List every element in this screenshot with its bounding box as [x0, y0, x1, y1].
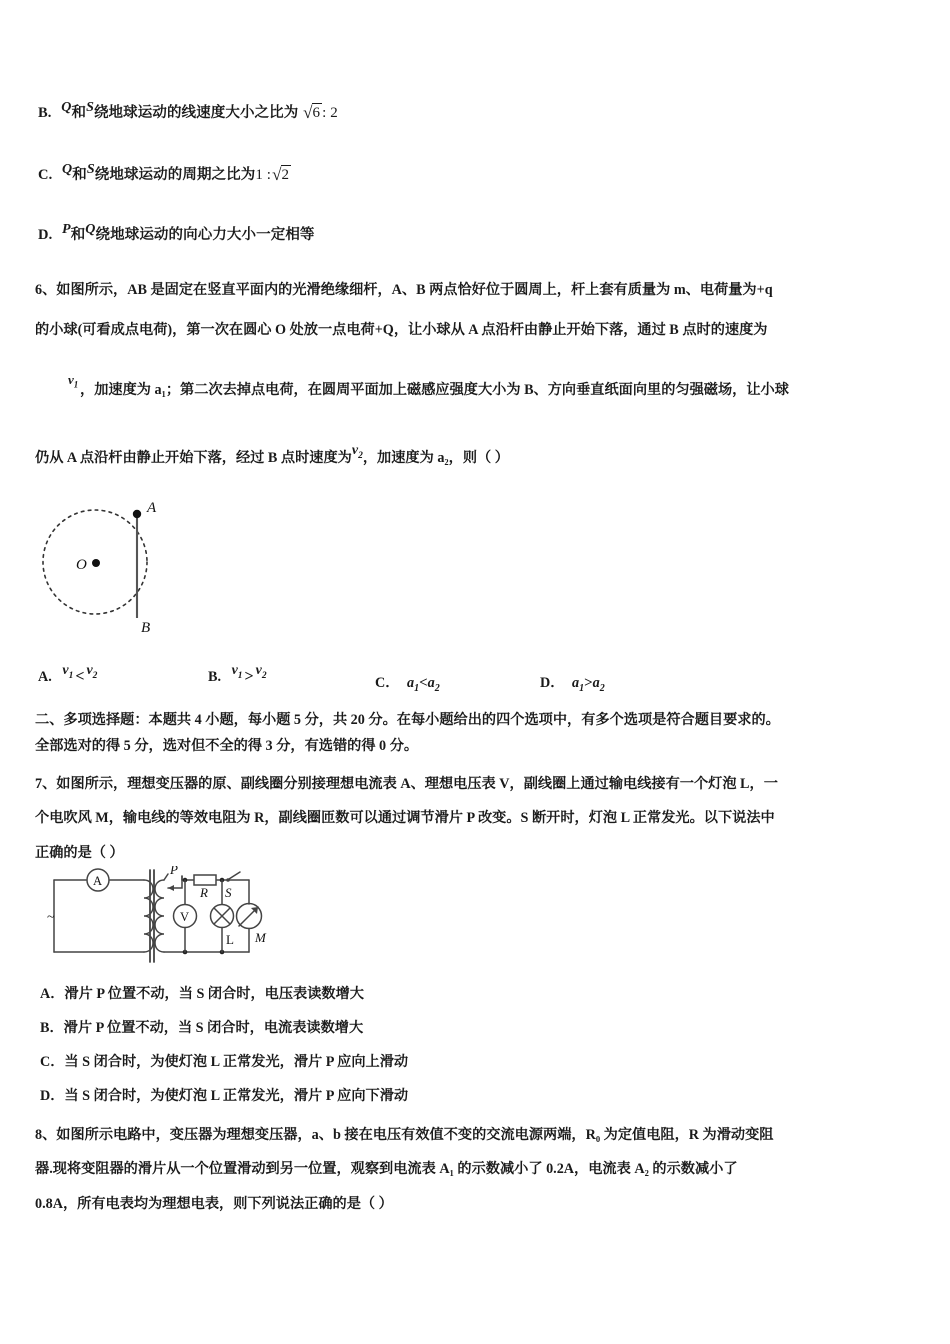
- q5-option-b-text: 绕地球运动的线速度大小之比为: [93, 105, 299, 121]
- q7-option-c: C．当 S 闭合时，为使灯泡 L 正常发光，滑片 P 应向上滑动: [40, 1054, 409, 1070]
- q6-option-b-op: >: [244, 668, 254, 685]
- q5-option-c-conj: 和: [72, 167, 87, 183]
- section2-line1: 二、多项选择题：本题共 4 小题，每小题 5 分，共 20 分。在每小题给出的四个选项中，有多个选项是符合题目要求的。: [35, 712, 780, 728]
- circle-chord-diagram: [40, 492, 220, 640]
- q6-stem-line4: [35, 443, 509, 471]
- q6-option-d-rhs: $a_2$: [592, 675, 605, 694]
- q5-option-d-label: D.: [38, 227, 53, 243]
- q5-option-b-var2: S: [86, 100, 94, 115]
- motor-label: M: [255, 930, 266, 945]
- slider-arrowhead: [168, 885, 174, 891]
- q6-option-c: C． $a_1<a_2$: [375, 675, 440, 694]
- label-b: B: [141, 620, 151, 636]
- q6-velocity-v2: $v_2$: [351, 443, 363, 461]
- q5-option-b-label: B.: [38, 105, 52, 121]
- q8-stem-line2: 器.现将变阻器的滑片从一个位置滑动到另一位置，观察到电流表 A₁ 的示数减小了 0.2A，电流表 A₂ 的示数减小了: [35, 1161, 738, 1177]
- slider-lead: [168, 876, 182, 888]
- q5-option-b-ratio-suffix: : 2: [322, 105, 338, 121]
- slider-stem: [164, 874, 168, 880]
- q6-option-d: D． $a_1>a_2$: [540, 675, 605, 694]
- q7-stem-line2: 个电吹风 M，输电线的等效电阻为 R，副线圈匝数可以通过调节滑片 P 改变。S 断开时，灯泡 L 正常发光。以下说法中: [35, 810, 775, 826]
- q6-stem-line3: ，加速度为 a₁；第二次去掉点电荷，在圆周平面加上磁感应强度大小为 B、方向垂直纸面向里的匀强磁场，让小球: [80, 382, 789, 398]
- q8-stem-line3: 0.8A，所有电表均为理想电表，则下列说法正确的是（ ）: [35, 1196, 393, 1212]
- q5-option-d: [38, 222, 315, 245]
- q5-option-c: [38, 162, 291, 185]
- ac-source-label: ~: [47, 910, 55, 925]
- switch-label: S: [225, 885, 232, 900]
- q7-option-b: B．滑片 P 位置不动，当 S 闭合时，电流表读数增大: [40, 1020, 364, 1036]
- q6-option-d-lhs: $a_1$: [571, 675, 585, 694]
- resistor-label: R: [200, 885, 208, 900]
- q5-option-b-ratio: √6 : 2: [303, 103, 338, 122]
- q6-option-a: A. $v_1 < v_2$: [38, 663, 98, 685]
- q6-option-a-op: <: [75, 668, 85, 685]
- q8-stem-line1-text: 如图所示电路中，变压器为理想变压器，a、b 接在电压有效值不变的交流电源两端，R₀ 为定值电阻，R 为滑动变阻: [56, 1127, 774, 1143]
- q5-option-b: [38, 100, 338, 123]
- q5-option-c-ratio: 1 :√2: [255, 165, 290, 184]
- q6-option-a-lhs: $v_1$: [62, 663, 74, 681]
- q5-option-c-text: 绕地球运动的周期之比为: [94, 167, 256, 183]
- q6-option-c-lhs: $a_1$: [406, 675, 420, 694]
- q6-option-b: B. $v_1 > v_2$: [208, 663, 267, 685]
- q6-option-c-rhs: $a_2$: [427, 675, 440, 694]
- q7-option-d: D．当 S 闭合时，为使灯泡 L 正常发光，滑片 P 应向下滑动: [40, 1088, 409, 1104]
- switch-blade: [229, 872, 240, 879]
- section2-line2: 全部选对的得 5 分，选对但不全的得 3 分，有选错的得 0 分。: [35, 738, 419, 754]
- q7-stem-line1-text: 如图所示，理想变压器的原、副线圈分别接理想电流表 A、理想电压表 V，副线圈上通过输电线接有一个灯泡 L，一: [56, 776, 778, 792]
- center-o-dot: [92, 559, 100, 567]
- q5-option-c-label: C.: [38, 167, 53, 183]
- label-a: A: [147, 500, 157, 516]
- lamp-label: L: [226, 932, 234, 947]
- q7-number: 7、: [35, 776, 57, 792]
- q8-stem-line1: [35, 1127, 773, 1145]
- primary-coil: [144, 880, 153, 952]
- q5-option-d-conj: 和: [70, 227, 86, 243]
- q5-option-d-text: 绕地球运动的向心力大小一定相等: [95, 227, 315, 243]
- q6-option-d-op: >: [584, 675, 593, 691]
- q8-number: 8、: [35, 1127, 57, 1143]
- q5-option-c-var1: Q: [62, 162, 73, 177]
- q6-stem-line1: [35, 282, 773, 300]
- resistor-symbol: [194, 875, 216, 885]
- q5-option-c-ratio-prefix: 1 :: [255, 167, 272, 183]
- q7-option-a: A．滑片 P 位置不动，当 S 闭合时，电压表读数增大: [40, 986, 364, 1002]
- slider-label: P: [170, 866, 178, 877]
- q6-stem-line4-post: ，加速度为 a₂，则（ ）: [362, 450, 509, 466]
- q5-option-c-radicand: 2: [281, 167, 290, 183]
- q6-option-b-lhs: $v_1$: [231, 663, 243, 681]
- q5-option-d-var2: Q: [85, 222, 96, 237]
- q6-option-b-rhs: $v_2$: [255, 663, 267, 681]
- q5-option-b-var1: Q: [61, 100, 72, 115]
- q5-option-d-var1: P: [62, 222, 71, 237]
- q6-option-c-op: <: [419, 675, 428, 691]
- q6-stem-line2: 的小球(可看成点电荷)，第一次在圆心 O 处放一点电荷+Q，让小球从 A 点沿杆由静止开始下落，通过 B 点时的速度为: [35, 322, 768, 338]
- q7-stem-line1: [35, 776, 778, 794]
- voltmeter-label: V: [180, 910, 190, 924]
- point-a-dot: [133, 510, 141, 518]
- ammeter-label: A: [93, 874, 103, 888]
- q6-stem-line4-pre: 仍从 A 点沿杆由静止开始下落，经过 B 点时速度为: [35, 450, 352, 466]
- label-o: O: [76, 557, 87, 573]
- q6-number: 6、: [35, 282, 57, 298]
- q7-stem-line3: 正确的是（ ）: [35, 845, 124, 861]
- q5-option-b-conj: 和: [71, 105, 87, 121]
- q5-option-c-var2: S: [86, 162, 95, 177]
- q6-stem-line1-text: 如图所示，AB 是固定在竖直平面内的光滑绝缘细杆，A、B 两点恰好位于圆周上，杆上套有质量为 m、电荷量为+q: [56, 282, 773, 298]
- q6-option-a-rhs: $v_2$: [86, 663, 98, 681]
- transformer-circuit-diagram: [44, 866, 269, 966]
- secondary-coil: [155, 880, 164, 952]
- q5-option-b-radicand: 6: [312, 105, 321, 121]
- q6-velocity-v1: $v_1$: [68, 372, 79, 390]
